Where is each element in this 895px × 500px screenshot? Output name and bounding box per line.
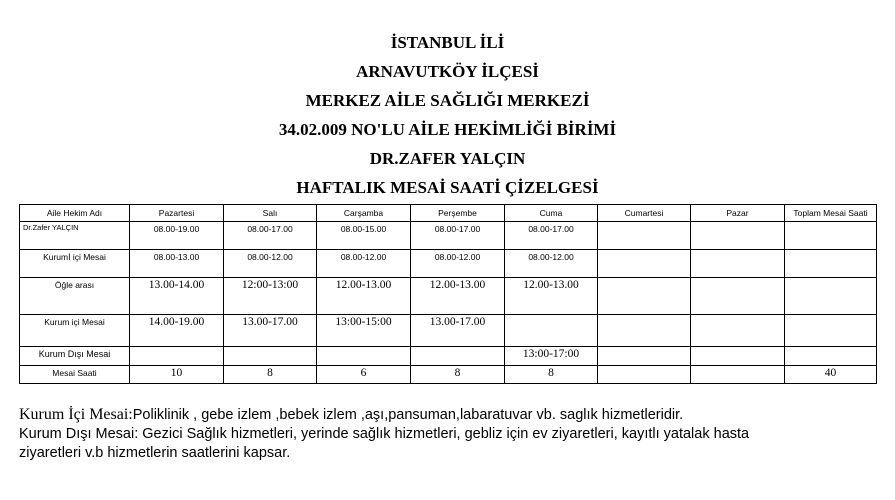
col-header-total: Toplam Mesai Saati	[785, 205, 877, 222]
table-cell	[785, 347, 877, 366]
table-cell	[691, 366, 785, 384]
table-cell	[691, 278, 785, 315]
row-label: Kurumİ içi Mesai	[20, 250, 130, 278]
table-row	[20, 315, 877, 347]
table-cell: 08.00-17.00	[411, 222, 505, 250]
table-cell: 14.00-19.00	[130, 315, 224, 347]
table-cell: 8	[505, 366, 598, 384]
table-cell	[785, 278, 877, 315]
table-cell: 12:00-13:00	[224, 278, 317, 315]
col-header-wednesday: Carşamba	[317, 205, 411, 222]
table-cell	[224, 347, 317, 366]
table-cell: 40	[785, 366, 877, 384]
row-label: Öğle arası	[20, 278, 130, 315]
table-row	[20, 347, 877, 366]
table-cell	[598, 315, 691, 347]
row-label: Kurum Dışı Mesai	[20, 347, 130, 366]
table-cell	[691, 222, 785, 250]
table-cell	[691, 347, 785, 366]
col-header-sunday: Pazar	[691, 205, 785, 222]
table-cell: 08.00-12.00	[224, 250, 317, 278]
note-internal-lead: Kurum İçi Mesai:	[19, 406, 133, 423]
header-unit: 34.02.009 NO'LU AİLE HEKİMLİĞİ BİRİMİ	[278, 120, 617, 139]
table-cell: 13:00-17:00	[505, 347, 598, 366]
table-cell: 08.00-12.00	[505, 250, 598, 278]
table-cell	[598, 278, 691, 315]
notes-section	[19, 405, 879, 463]
table-cell: 12.00-13.00	[505, 278, 598, 315]
col-header-friday: Cuma	[505, 205, 598, 222]
table-row	[20, 222, 877, 250]
note-external-hours: Kurum Dışı Mesai: Gezici Sağlık hizmetleri, yerinde sağlık hizmetleri, gebliz için ev ziyaretleri, kayıtlı yatalak hasta	[19, 426, 750, 442]
header-health-center: MERKEZ AİLE SAĞLIĞI MERKEZİ	[305, 91, 590, 110]
table-cell: 6	[317, 366, 411, 384]
table-cell: 12.00-13.00	[411, 278, 505, 315]
col-header-saturday: Cumartesi	[598, 205, 691, 222]
table-cell: 08.00-12.00	[317, 250, 411, 278]
table-cell: 10	[130, 366, 224, 384]
table-cell	[785, 222, 877, 250]
table-cell: 13:00-15:00	[317, 315, 411, 347]
table-cell	[691, 250, 785, 278]
document-header	[0, 28, 895, 202]
row-label: Kurum içi Mesai	[20, 315, 130, 347]
row-label: Mesai Saati	[20, 366, 130, 384]
table-cell	[130, 347, 224, 366]
col-header-thursday: Perşembe	[411, 205, 505, 222]
table-cell	[785, 250, 877, 278]
table-cell: 13.00-17.00	[411, 315, 505, 347]
header-doctor: DR.ZAFER YALÇIN	[369, 149, 526, 168]
table-cell	[317, 347, 411, 366]
table-cell: 08.00-17.00	[224, 222, 317, 250]
note-internal-hours	[19, 405, 879, 425]
table-cell: 13.00-14.00	[130, 278, 224, 315]
col-header-monday: Pazartesi	[130, 205, 224, 222]
table-cell	[598, 366, 691, 384]
header-district: ARNAVUTKÖY İLÇESİ	[356, 62, 539, 81]
table-cell	[598, 347, 691, 366]
schedule-table	[19, 204, 877, 384]
table-cell: 08.00-12.00	[411, 250, 505, 278]
col-header-doctor: Aile Hekim Adı	[20, 205, 130, 222]
table-cell: 8	[224, 366, 317, 384]
table-cell: 13.00-17.00	[224, 315, 317, 347]
table-cell: 08.00-15.00	[317, 222, 411, 250]
header-title: HAFTALIK MESAİ SAATİ ÇİZELGESİ	[296, 178, 599, 197]
note-internal-text: Poliklinik , gebe izlem ,bebek izlem ,aşı,pansuman,labaratuvar vb. saglık hizmetleridir.	[132, 407, 684, 423]
table-row	[20, 366, 877, 384]
header-province: İSTANBUL İLİ	[390, 33, 505, 52]
row-label: Dr.Zafer YALÇIN	[20, 222, 130, 250]
table-cell	[411, 347, 505, 366]
table-cell: 08.00-13.00	[130, 250, 224, 278]
table-row	[20, 278, 877, 315]
table-cell	[691, 315, 785, 347]
table-cell: 08.00-17.00	[505, 222, 598, 250]
col-header-tuesday: Salı	[224, 205, 317, 222]
table-header-row	[20, 205, 877, 222]
table-cell: 12.00-13.00	[317, 278, 411, 315]
table-cell: 08.00-19.00	[130, 222, 224, 250]
table-cell	[598, 250, 691, 278]
table-cell	[785, 315, 877, 347]
table-cell	[505, 315, 598, 347]
table-cell: 8	[411, 366, 505, 384]
table-cell	[598, 222, 691, 250]
table-row	[20, 250, 877, 278]
note-external-hours-cont: ziyaretleri v.b hizmetlerin saatlerini kapsar.	[19, 445, 291, 461]
